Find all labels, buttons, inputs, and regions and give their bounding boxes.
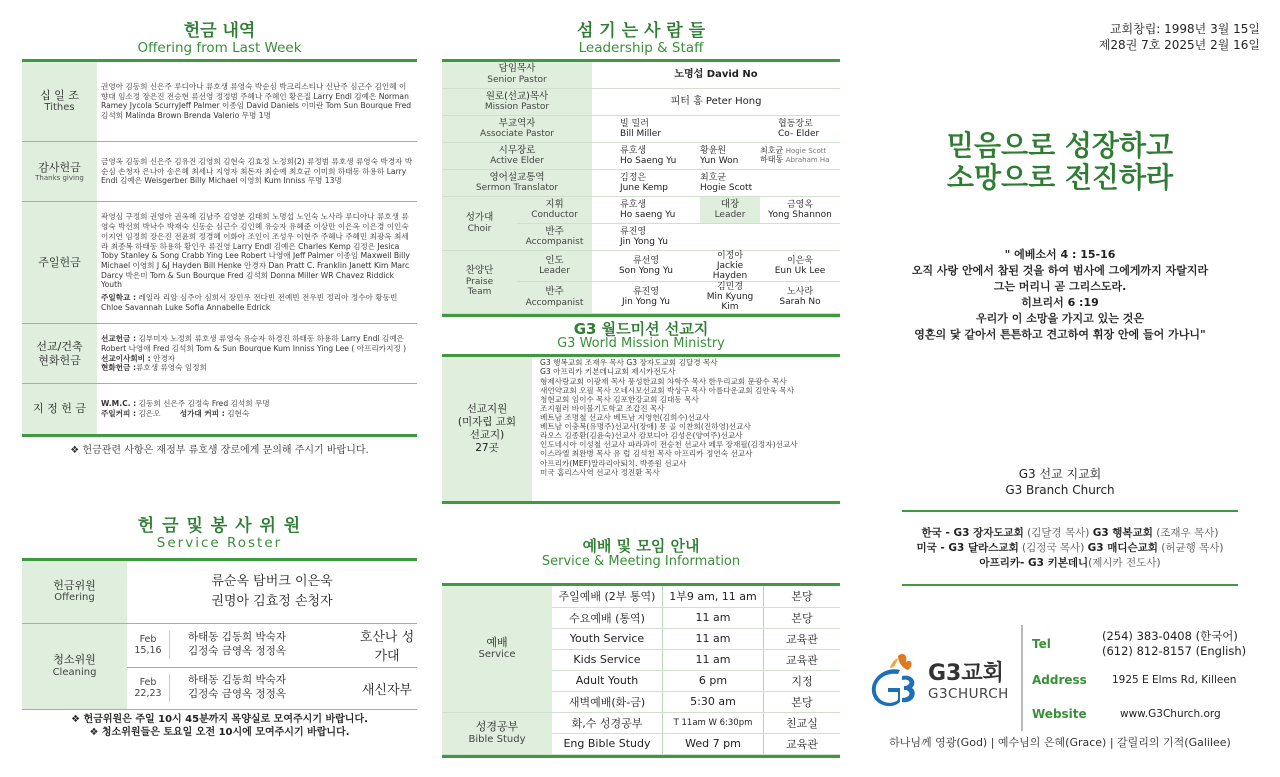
row-label [22,142,97,202]
praise-4-en: Jin Yong Yu [622,297,670,308]
coelder-1-en: Hogie Scott [785,147,827,156]
staff-label [442,62,592,89]
board-names: 안경자 [150,353,176,363]
offering-text [97,202,417,324]
offering-text: 권영아 김동희 신은주 루디아나 류호생 류영숙 박순심 박크리스티나 신난주 심근수 김인혜 이향대 임소정 장은진 전승현 류선영 정정범 주혜나 주혜인 황은질 Larry Endl 김예은 Norman Ramey Jycola ScurryJeff Palmer 이종임 David Daniels 이미란 Tom Sun Bourque Fred 김석희 Malinda Brown Brenda Valerio 무명 1명 [101,81,412,120]
mission-line: 베트남 조명철 선교사 베트남 지영헌(김희수)선교사 [540,412,710,422]
label-ko: 인도 [545,254,564,266]
week2-names-2: 김정숙 금영옥 정정옥 [188,688,286,700]
branch-title [860,466,1260,498]
label-ko: 지 정 헌 금 [33,402,86,416]
staff-table [442,62,840,314]
label-en: Offering [54,592,95,604]
praise-3 [760,251,840,282]
coffee-label: 주일커피 : [101,408,137,418]
staff-associate [442,116,840,143]
worship-title-ko: 예배 및 모임 안내 [582,537,700,555]
mission-line: 새언약교회 오필 목사 오네시모선교회 박상구 목사 아름다운교회 김안욱 목사 [540,385,795,395]
week1-inner [127,631,357,658]
staff-label [442,143,592,170]
founding-info [1099,22,1260,53]
label-en: Senior Pastor [487,75,547,86]
service-name: Adult Youth [552,670,663,691]
bible-place: 교육관 [764,733,841,754]
worship-title [442,538,840,569]
active-2 [700,143,760,170]
leadership-title-en: Leadership & Staff [578,39,704,56]
label-ko: 부교역자 [498,117,536,129]
leadership-column [442,0,840,777]
offering-note: ❖ 헌금관련 사항은 재정부 류호생 장로에게 문의해 주시기 바랍니다. [70,444,369,456]
verse-line: 우리가 이 소망을 가지고 있는 것은 [976,311,1144,325]
service-label [442,586,552,712]
praise-6-en: Sarah No [779,297,821,308]
offering-text [97,384,417,434]
week2-cell [127,667,357,709]
service-time: 6 pm [663,670,764,691]
conductor-en: Ho saeng Yu [620,210,676,221]
mission-line: 아프리카(MEF)말라리아퇴치. 박종원 선교사 [540,458,687,468]
bible-label [442,712,552,754]
coelder-label [760,116,840,143]
logo-title-ko: G3교회 [928,661,1004,686]
service-time: 11 am [663,628,764,649]
bible-place: 친교실 [764,712,841,733]
service-name: Youth Service [552,628,663,649]
label-en: Accompanist [525,237,584,248]
senior-name: 노명섭 David No [592,62,840,89]
week2-names [169,674,286,701]
worship-row-sunday [442,586,840,607]
label-ko: 예배 [486,636,508,650]
praise-2-ko: 이정아 [716,251,744,262]
offering-table [22,62,417,434]
sermon-1 [592,170,700,197]
praise-leader-label [517,251,592,282]
sunday-names: 곽영심 구정희 권영아 권옥혜 김남주 김영분 김태희 노명섭 노인숙 노사라 루디아나 류호생 류영숙 박선희 박낙수 박재숙 신동순 심근수 김인혜 유승자 유혜준 이상만 이은옥 이은경 이인숙 이지연 임정희 장은진 전윤희 정경혜 이화아 조인이 조성우 이현주 주혜나 주혜민 최광옥 최세라 최종복 하태동 하용하 황인우 류진영 Larry Endl 김예은 Charles Kemp 김정은 Jesica Toby Stanley & Song Crabb Ying Lee Robert 나영애 Jeff Palmer 이종임 Maxwell Billy Michael 이영희 J &J Hayden Bill Henke 안경자 Dan Pratt C. Franklin Janett Kim Marc Darcy 박은미 Tom & Sun Bourque Fred 김석희 Donna Miller WR Chavez Riddick Youth [101,212,410,290]
offering-text [97,324,417,384]
label-en: Bible Study [468,733,526,745]
mission-title [442,321,840,352]
label-ko: 담임목사 [498,63,536,75]
label-ko: 지휘 [545,198,564,210]
motto-line-1: 믿음으로 성장하고 [946,129,1174,162]
praise-5-ko: 김민경 [716,282,744,293]
active-1 [592,143,700,170]
cover-column [860,0,1260,777]
mission-line: G3 아프리카 키본데니교회 제시카전도사 [540,367,676,377]
label-en: Cleaning [52,666,97,678]
accomp-en: Jin Yong Yu [620,237,668,248]
mission-names: 김부미자 노정희 류호생 류영숙 유승자 하경진 하태동 하용하 Larry Endl 김예은 Robert 나영애 Fred 김석희 Tom & Sun Bourque Kum Inniss Ying Lee ( 아프리카지정 ) [101,334,407,353]
staff-label [442,89,592,116]
mission-title-ko: G3 월드미션 선교지 [573,319,709,338]
active-1-ko: 류호생 [620,145,647,156]
week2-area: 새신자부 [361,682,413,698]
coelder-ko: 협동장로 [778,118,813,129]
label-ko: 원로(선교)목사 [485,90,549,102]
branch-pastor: (조재우 목사) [1152,527,1219,539]
roster-week1 [22,623,417,667]
row-label [22,62,97,142]
offering-row-sunday [22,202,417,324]
week2-inner [127,674,357,701]
row-label [22,384,97,434]
offering-row-mission [22,324,417,384]
branch-pastor: (허균행 목사) [1157,542,1224,555]
mission-line: 이스라엘 최완병 목사 유 럽 김석천 목사 아프리카 정연숙 선교사 [540,449,753,459]
contact-divider [1021,625,1023,731]
roster-table-wrap [22,558,417,740]
accomp-ko: 류진영 [620,226,647,237]
week1-date: Feb 15,16 [134,634,162,656]
tel-number-2: (612) 812-8157 (English) [1102,644,1247,658]
label-en: Sermon Translator [475,183,559,194]
offering-column [22,0,417,777]
label-ko: 찬양단 [465,265,494,277]
offering-names [127,561,417,623]
accomp-name [592,224,700,251]
worship-table-wrap [442,583,840,758]
mission-label-2: (미자립 교회 [457,416,517,429]
divider [442,314,840,317]
branch-title-en: G3 Branch Church [1005,483,1115,498]
label-ko: 영어설교통역 [489,171,545,183]
coelder-2 [760,156,840,165]
offering-title-en: Offering from Last Week [137,39,302,56]
label-en-2: Team [467,287,492,298]
verse-line: " 에베소서 4 : 15-16 [1004,248,1116,261]
bible-row [442,712,840,733]
branch-title-ko: G3 선교 지교회 [1018,467,1102,481]
address-label: Address [1032,673,1087,687]
service-time: 5:30 am [663,691,764,712]
sunday-school [101,293,413,312]
divider [442,501,840,504]
choir-coffee-label: 성가대 커피 : [179,408,225,418]
branch-pastor: (김달경 목사) [1023,527,1093,539]
assoc-name-en: Bill Miller [620,129,662,140]
staff-mission [442,89,840,116]
roster-title-ko: 헌 금 및 봉 사 위 원 [137,516,302,536]
praise-3-ko: 이은욱 [786,256,814,267]
bible-time: T 11am W 6:30pm [663,712,764,733]
offering-title [22,22,417,56]
label-en: Leader [539,266,570,277]
row-label [22,324,97,384]
assoc-name-ko: 빌 밀러 [620,118,649,129]
sunday-school-names: 레일라 리암 심주아 심희서 장민우 전다빈 전예빈 전우빈 정리아 정수아 황동빈 Chloe Savannah Luke Sofia Annabelle Edrick [101,293,398,312]
mission-box [442,357,840,501]
row-label [22,623,127,709]
wmc-label: W.M.C. : [101,399,137,409]
mission-line: 조지월러 바이블기도학교 조갑진 목사 [540,403,665,413]
sermon-1-ko: 김정은 [620,172,647,183]
branch-usa [902,541,1238,556]
leader-label [700,197,760,224]
verse-line: 히브리서 6 :19 [1021,295,1099,309]
staff-active [442,143,840,170]
active-2-ko: 황윤원 [700,145,727,156]
branch-korea [902,526,1238,541]
worship-table [442,586,840,755]
offering-row-designated [22,384,417,434]
branch-pastor: (제시카 전도사) [1088,557,1161,570]
roster-title-en: Service Roster [156,534,283,551]
accomp-label [517,224,592,251]
praise-5 [700,282,760,313]
service-time: 11 am [663,649,764,670]
roster-table [22,561,417,710]
mission-line: 베트남 이충복(유명주)선교사(장애) 몽 골 이찬희(진하영)선교사 [540,422,751,432]
branch-name: 미국 - G3 달라스교회 [916,542,1019,555]
tel-number-1: (254) 383-0408 (한국어) [1102,629,1238,644]
row-label [22,202,97,324]
leader-en: Yong Shannon [768,210,832,221]
label-en: Associate Pastor [480,129,554,140]
offering-names-2: 권명아 김효정 손청자 [211,593,333,609]
mission-board [101,354,413,364]
address-text: 1925 E Elms Rd, Killeen [1112,674,1237,686]
coffee-names: 김은오 [136,408,161,418]
tel-label: Tel [1032,637,1051,651]
church-logo [868,650,1018,710]
label-en-1: Praise [465,277,494,287]
service-name: 수요예배 (통역) [552,607,663,628]
label-ko: 성가대 [465,212,494,224]
praise-1 [592,251,700,282]
roster-notes [22,713,417,740]
mission-name: 피터 홍 Peter Hong [592,89,840,116]
verse-line: 오직 사랑 안에서 참된 것을 하여 범사에 그에게까지 자랄지라 [911,263,1209,277]
praise-3-en: Eun Uk Lee [774,266,826,277]
label-en: Tithes [44,101,75,113]
mission-label-4: 27곳 [475,442,499,455]
offering-names-1: 류순옥 탐버크 이은욱 [211,574,333,590]
sermon-2-en: Hogie Scott [700,183,753,194]
mission-label: 선교헌금 : [101,334,137,344]
week2-names-1: 하태동 김동희 박숙자 [188,674,286,687]
website-label: Website [1032,707,1087,721]
coelder-2-ko: 하태동 [760,155,784,165]
divider [22,434,417,437]
service-place: 본당 [764,586,841,607]
praise-label [442,251,517,313]
coelders [760,143,840,170]
mission-line: 인도네시아 이성철 선교사 파라과이 전승천 선교사 페루 장재필(김정자)선교사 [540,440,798,450]
service-place: 본당 [764,691,841,712]
flower-label: 현화헌금 : [101,363,137,373]
leader-name [760,197,840,224]
mission-label-1: 선교지원 [466,403,508,416]
contact-info [1032,625,1260,731]
choir-coffee-names: 김현숙 [224,408,250,418]
label-ko: 십 일 조 [40,88,79,102]
branch-name: G3 매디슨교회 [1087,542,1158,555]
praise-6-ko: 노사라 [786,287,814,298]
label-ko: 선교/건축 현화헌금 [36,340,83,367]
roster-note-1: ❖ 헌금위원은 주일 10시 45분까지 목양실로 모여주시기 바랍니다. [71,713,368,725]
service-place: 본당 [764,607,841,628]
verse-line: 영혼의 닻 같아서 튼튼하고 견고하여 휘장 안에 들어 가나니" [914,327,1206,341]
coelder-2-en: Abraham Ha [785,156,830,165]
contact-website [1032,697,1260,731]
week1-names-1: 하태동 김동희 박숙자 [188,631,286,644]
roster-offering-row [22,561,417,623]
label-en: Leader [714,210,746,221]
mission-label [442,357,532,501]
staff-choir-conductor [442,197,840,224]
leadership-title-ko: 섬 기 는 사 람 들 [576,21,706,41]
roster-title [22,517,417,551]
verse-line: 그는 머리니 곧 그리스도라. [993,279,1127,293]
offering-row-tithes [22,62,417,142]
motto [860,130,1260,194]
label-en: Service [478,649,516,661]
scripture [860,247,1260,343]
staff-praise-leader [442,251,840,282]
founded-date: 교회창립: 1998년 3월 15일 [1109,22,1260,36]
label-ko: 성경공부 [475,720,519,734]
tagline: 하나님께 영광(God) | 예수님의 은혜(Grace) | 갈릴리의 기적(Galilee) [889,736,1231,749]
praise-2-en: Jackie Hayden [712,261,748,282]
praise-6 [760,282,840,313]
bible-time: Wed 7 pm [663,733,764,754]
service-name: Kids Service [552,649,663,670]
service-time: 1부9 am, 11 am [663,586,764,607]
week1-area: 호산나 성가대 [359,630,415,664]
branch-pastor: (김정국 목사) [1018,542,1088,555]
conductor-ko: 류호생 [620,199,647,210]
mission-line: 미국 홈리스사역 선교사 정진환 목사 [540,467,660,477]
sunday-school-label: 주일학교 : [101,293,137,303]
week2-date: Feb 22,23 [134,677,162,699]
label-ko: 반주 [545,225,564,237]
mission-label-3: 선교지) [469,429,505,442]
logo-title-en: G3CHURCH [928,686,1009,702]
assoc-name [592,116,700,143]
praise-accomp-label [517,282,592,313]
flower-offering [101,363,413,373]
mission-list [532,357,840,501]
label-ko: 청소위원 [53,653,96,667]
sermon-2 [700,170,760,197]
label-ko: 헌금위원 [53,579,96,593]
website-link[interactable]: www.G3Church.org [1120,708,1221,720]
service-place: 교육관 [764,628,841,649]
volume-date: 제28권 7호 2025년 2월 16일 [1098,37,1260,52]
tel-numbers [1102,629,1246,659]
mission-line: 청현교회 임이수 목사 김포한강교회 김대동 목사 [540,394,699,404]
service-place: 교육관 [764,649,841,670]
mission-line: 형제사랑교회 이광재 목사 풍성한교회 차학주 목사 한우리교회 문광수 목사 [540,376,787,386]
contact-address [1032,663,1260,697]
branch-africa [902,556,1238,571]
label-en: Active Elder [490,156,544,167]
motto-line-2: 소망으로 전진하라 [946,161,1174,195]
mission-line: G3 행복교회 조재우 목사 G3 장자도교회 김달경 목사 [540,358,718,368]
praise-4 [592,282,700,313]
week1-names-2: 김정숙 금영옥 정정옥 [188,645,286,657]
mission-title-en: G3 World Mission Ministry [557,336,725,351]
branch-name: G3 행복교회 [1092,527,1153,539]
mission-offering [101,334,413,353]
active-2-en: Yun Won [700,156,739,167]
mission-line: 라오스 김종환(김윤숙)선교사 캄보디아 김성은(양여주)선교사 [540,431,743,441]
bible-name: 화,수 성경공부 [552,712,663,733]
coelder-1-ko: 최호균 [760,146,784,156]
offering-row-thanks [22,142,417,202]
sermon-2-ko: 최호균 [700,172,727,183]
week1-cell [127,623,357,667]
label-ko: 시무장로 [498,144,536,156]
worship-title-en: Service & Meeting Information [541,553,741,569]
flower-names: 류호생 류영숙 임정희 [136,363,207,373]
leader-ko: 금영옥 [786,199,814,210]
conductor-label [517,197,592,224]
staff-label [442,170,592,197]
offering-title-ko: 헌금 내역 [183,21,256,41]
roster-note-2: ❖ 청소위원들은 토요일 오전 10시에 모여주시기 바랍니다. [89,727,350,738]
service-name: 새벽예배(화-금) [552,691,663,712]
praise-1-en: Son Yong Yu [618,266,674,277]
label-ko: 감사헌금 [38,160,81,174]
offering-text: 금영옥 김동희 신은주 김유진 김영희 김현숙 김효정 노정희(2) 류정범 류호생 류영숙 박경자 박순심 손청자 은나아 송은혜 최세나 지영자 최돈자 최순예 최호균 이미희 하태동 하용하 Larry Endl 김예은 Weisgerber Billy Michael 이영희 Kum Inniss 무명 13명 [101,156,413,186]
service-place: 지정 [764,670,841,691]
label-en: Conductor [531,210,578,221]
staff-label [442,116,592,143]
choir-label [442,197,517,251]
branch-name: 아프리카- G3 키본데니 [979,557,1089,570]
label-en: Accompanist [525,297,584,308]
g3-logo-icon [868,650,920,710]
praise-5-en: Min Kyung Kim [706,292,754,313]
active-1-en: Ho Saeng Yu [620,156,677,167]
conductor-name [592,197,700,224]
board-label: 선교이사회비 : [101,353,151,363]
coffee-offering [101,409,413,419]
staff-senior [442,62,840,89]
branch-list [902,510,1238,586]
wmc-offering [101,399,413,409]
label-en: Mission Pastor [484,102,550,113]
bible-name: Eng Bible Study [552,733,663,754]
praise-2 [700,251,760,282]
row-label [22,561,127,623]
service-time: 11 am [663,607,764,628]
wmc-names: 김동희 신은주 김정숙 Fred 김석희 무명 [136,399,270,409]
coelder-en: Co- Elder [778,129,820,140]
staff-sermon [442,170,840,197]
branch-name: 한국 - G3 장자도교회 [921,527,1024,539]
divider [442,755,840,758]
label-en: Thanks giving [35,173,84,182]
contact-tel [1032,625,1260,663]
service-name: 주일예배 (2부 통역) [552,586,663,607]
week1-names [169,631,286,658]
label-ko: 주일헌금 [38,255,81,269]
leadership-title [442,22,840,56]
label-ko: 대장 [720,198,740,210]
praise-1-ko: 류선영 [632,256,660,267]
label-ko: 반주 [545,286,564,298]
label-en: Choir [467,223,492,234]
praise-4-ko: 류진영 [632,287,660,298]
sermon-1-en: June Kemp [620,183,668,194]
